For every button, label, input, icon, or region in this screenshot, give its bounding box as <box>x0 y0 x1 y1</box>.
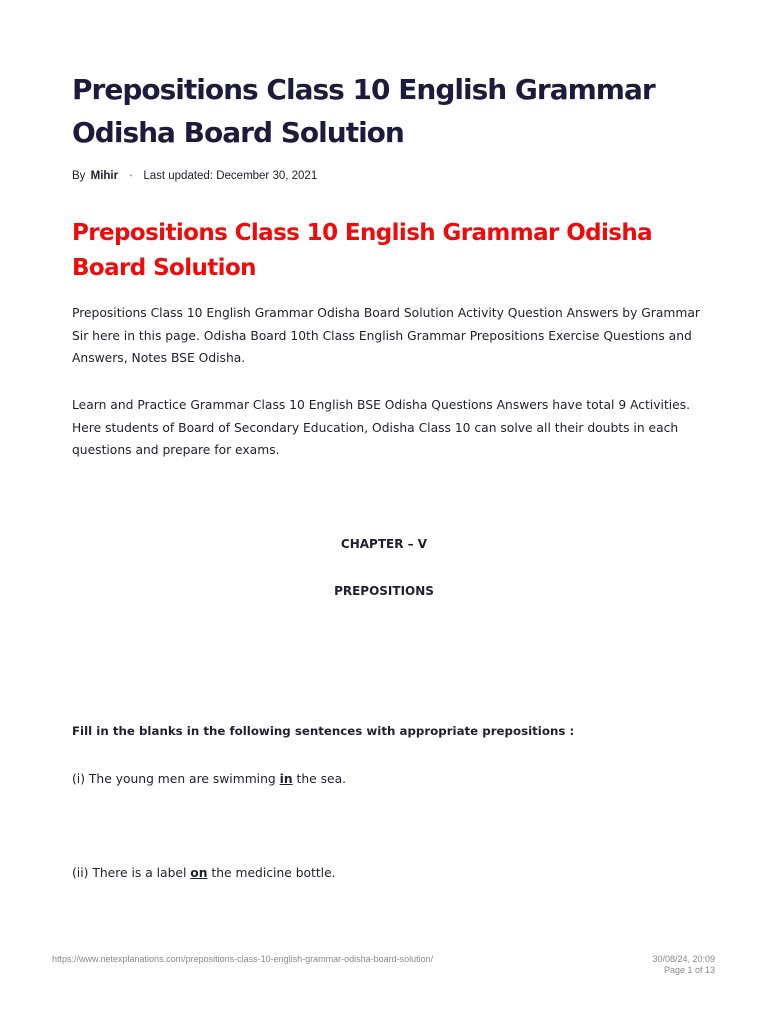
meta-separator: • <box>129 171 133 180</box>
exercise-sentence <box>72 772 346 786</box>
print-datetime: 30/08/24, 20:09 <box>652 954 715 964</box>
sentence-text: (i) The young men are swimming <box>72 772 280 786</box>
sentence-text: (ii) There is a label <box>72 866 191 880</box>
exercise-sentence <box>72 866 336 880</box>
sentence-text: the sea. <box>292 772 347 786</box>
chapter-name: PREPOSITIONS <box>334 584 434 598</box>
section-heading: Prepositions Class 10 English Grammar Odisha Board Solution <box>72 220 653 281</box>
answer-word: in <box>279 772 293 786</box>
footer-print-info <box>652 954 715 976</box>
by-label: By <box>72 170 86 182</box>
exercise-instruction: Fill in the blanks in the following sentences with appropriate prepositions : <box>72 724 575 738</box>
last-updated: Last updated: December 30, 2021 <box>143 170 318 182</box>
author-link[interactable]: Mihir <box>90 170 119 182</box>
sentence-text: the medicine bottle. <box>207 866 336 880</box>
intro-paragraph-1: Prepositions Class 10 English Grammar Odisha Board Solution Activity Question Answers by Grammar Sir here in this page. Odisha Board 10th Class English Grammar Prepositions Exercise Questions and Answers, Notes BSE Odisha. <box>72 306 700 365</box>
page-title: Prepositions Class 10 English Grammar Odisha Board Solution <box>72 73 655 149</box>
answer-word: on <box>190 866 208 880</box>
chapter-number: CHAPTER – V <box>340 537 428 551</box>
post-meta <box>72 170 317 182</box>
page-number: Page 1 of 13 <box>663 965 715 975</box>
footer-url: https://www.netexplanations.com/prepositions-class-10-english-grammar-odisha-board-solution/ <box>52 954 434 964</box>
intro-paragraph-2: Learn and Practice Grammar Class 10 English BSE Odisha Questions Answers have total 9 Activities. Here students of Board of Secondary Education, Odisha Class 10 can solve all their doubts in each questions and prepare for exams. <box>72 398 691 457</box>
